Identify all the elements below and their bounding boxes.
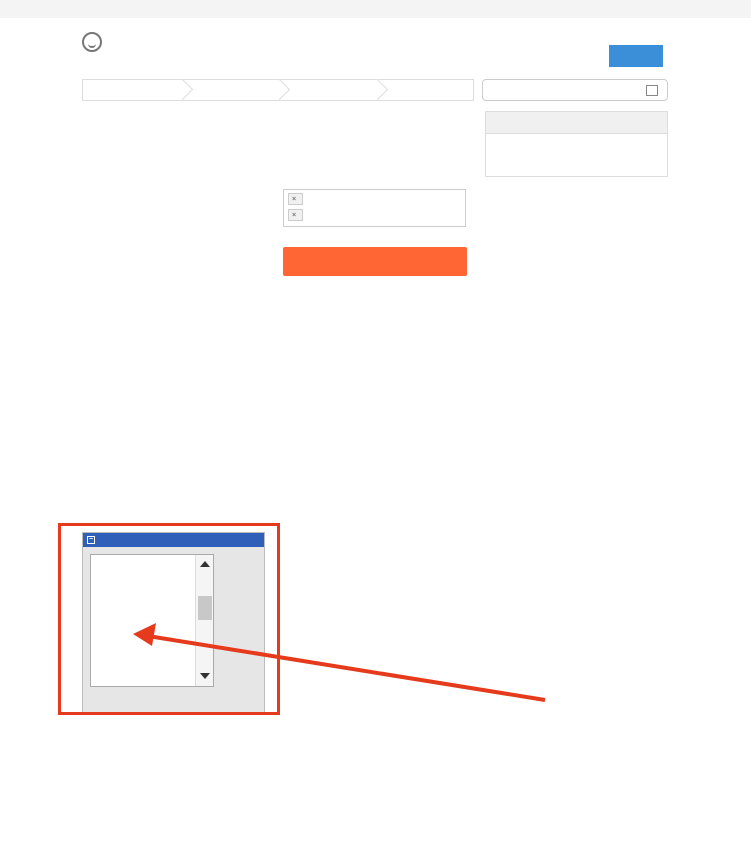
step-geography[interactable] (181, 80, 279, 100)
selected-criteria-box (283, 189, 466, 227)
selected-chip[interactable] (288, 209, 303, 221)
logo-smile-icon (82, 32, 102, 52)
collapse-icon: − (88, 536, 94, 543)
get-lists-button[interactable] (609, 45, 663, 67)
step-count-result (376, 80, 474, 100)
consumer-icon (646, 85, 658, 96)
logo[interactable] (82, 28, 105, 56)
remove-icon[interactable]: × (292, 212, 297, 219)
remove-icon[interactable]: × (292, 196, 297, 203)
help-title (486, 112, 667, 134)
step-list-type[interactable] (83, 80, 181, 100)
leadsconsumer-banner[interactable] (482, 79, 668, 101)
continue-button[interactable] (283, 247, 467, 276)
step-breadcrumb (82, 79, 474, 101)
top-band (0, 0, 751, 18)
step-demography (278, 80, 376, 100)
annotation-highlight-box (58, 523, 280, 715)
selected-chip[interactable] (288, 193, 303, 205)
help-box (485, 111, 668, 177)
